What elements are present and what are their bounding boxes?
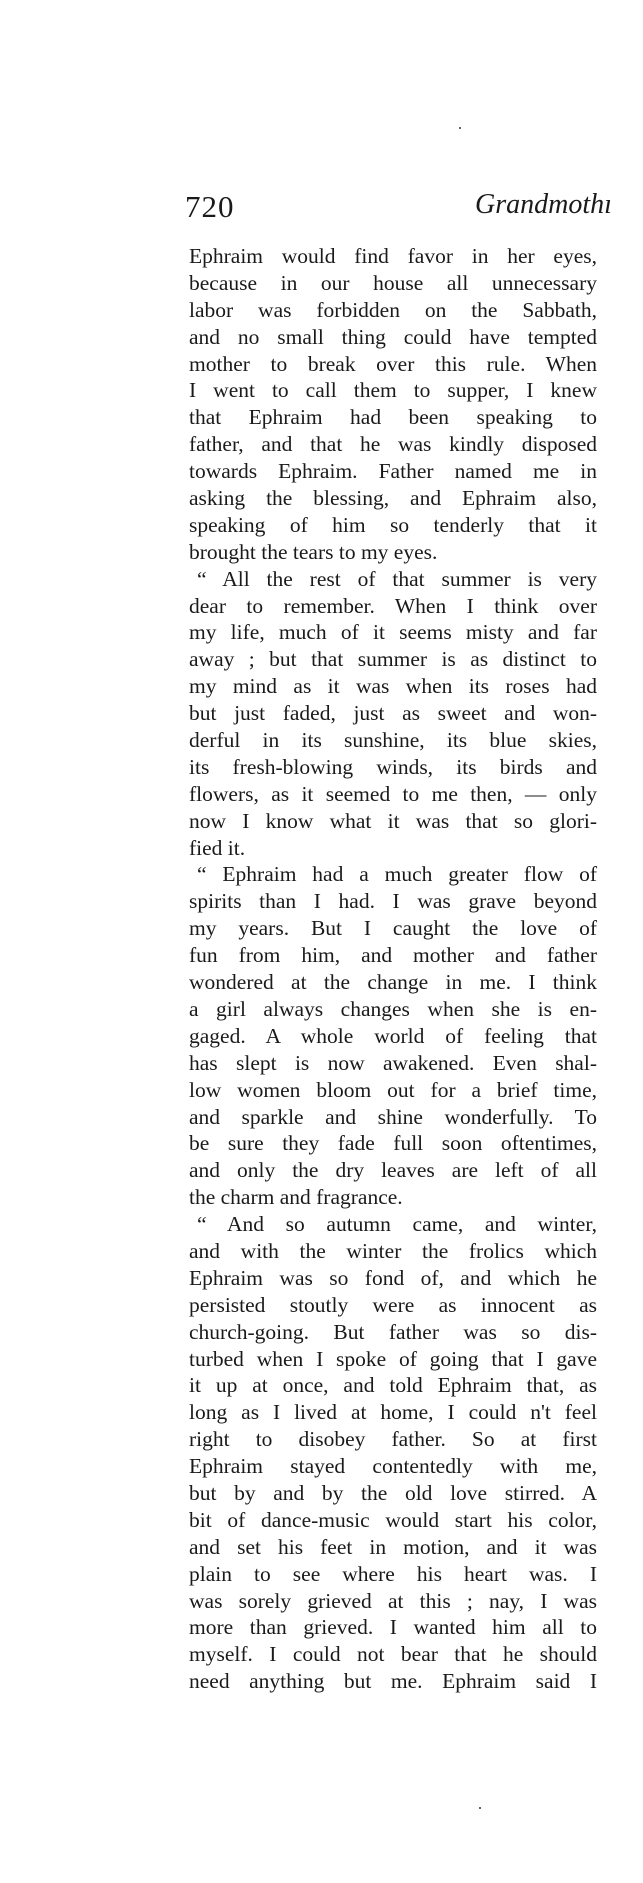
text-line: church-going. But father was so dis- xyxy=(189,1319,597,1344)
text-line: need anything but me. Ephraim said I xyxy=(189,1669,597,1694)
body-text xyxy=(189,243,597,1695)
text-line: away ; but that summer is as distinct to xyxy=(189,647,597,672)
text-line: speaking of him so tenderly that it xyxy=(189,512,597,537)
text-line: I went to call them to supper, I knew xyxy=(189,378,597,403)
text-line: my mind as it was when its roses had xyxy=(189,674,597,699)
text-line: that Ephraim had been speaking to xyxy=(189,405,597,430)
text-line: but just faded, just as sweet and won- xyxy=(189,701,597,726)
text-line: fied it. xyxy=(189,835,246,860)
text-line: and with the winter the frolics which xyxy=(189,1238,597,1263)
text-line: because in our house all unnecessary xyxy=(189,270,597,295)
text-line: towards Ephraim. Father named me in xyxy=(189,459,597,484)
text-line: myself. I could not bear that he should xyxy=(189,1642,597,1667)
text-line: be sure they fade full soon oftentimes, xyxy=(189,1131,597,1156)
text-line: asking the blessing, and Ephraim also, xyxy=(189,486,597,511)
text-line: “ All the rest of that summer is very xyxy=(197,566,597,591)
text-line: its fresh-blowing winds, its birds and xyxy=(189,754,597,779)
text-line: persisted stoutly were as innocent as xyxy=(189,1292,597,1317)
text-line: long as I lived at home, I could n't feel xyxy=(189,1400,597,1425)
text-line: bit of dance-music would start his color, xyxy=(189,1507,597,1532)
text-line: and only the dry leaves are left of all xyxy=(189,1158,597,1183)
text-line: gaged. A whole world of feeling that xyxy=(189,1023,597,1048)
text-line: plain to see where his heart was. I xyxy=(189,1561,597,1586)
text-line: turbed when I spoke of going that I gave xyxy=(189,1346,597,1371)
text-line: my years. But I caught the love of xyxy=(189,916,597,941)
text-line: dear to remember. When I think over xyxy=(189,593,597,618)
text-line: fun from him, and mother and father xyxy=(189,943,597,968)
text-line: father, and that he was kindly disposed xyxy=(189,432,597,457)
text-line: derful in its sunshine, its blue skies, xyxy=(189,728,597,753)
text-line: brought the tears to my eyes. xyxy=(189,539,438,564)
page-number: 720 xyxy=(185,189,235,224)
text-line: flowers, as it seemed to me then, — only xyxy=(189,781,597,806)
text-line: “ Ephraim had a much greater flow of xyxy=(197,862,597,887)
text-line: the charm and fragrance. xyxy=(189,1185,403,1210)
text-line: a girl always changes when she is en- xyxy=(189,996,597,1021)
text-line: and sparkle and shine wonderfully. To xyxy=(189,1104,597,1129)
running-title: Grandmothı xyxy=(475,189,612,220)
text-line: labor was forbidden on the Sabbath, xyxy=(189,297,597,322)
text-line: has slept is now awakened. Even shal- xyxy=(189,1050,597,1075)
text-line: and no small thing could have tempted xyxy=(189,324,597,349)
text-line: mother to break over this rule. When xyxy=(189,351,597,376)
text-line: and set his feet in motion, and it was xyxy=(189,1534,597,1559)
text-line: spirits than I had. I was grave beyond xyxy=(189,889,597,914)
text-line: but by and by the old love stirred. A xyxy=(189,1480,597,1505)
text-line: “ And so autumn came, and winter, xyxy=(197,1212,597,1237)
text-line: Ephraim was so fond of, and which he xyxy=(189,1265,597,1290)
text-line: right to disobey father. So at first xyxy=(189,1427,597,1452)
text-line: my life, much of it seems misty and far xyxy=(189,620,597,645)
print-speck xyxy=(459,127,461,129)
text-line: low women bloom out for a brief time, xyxy=(189,1077,597,1102)
text-line: Ephraim would find favor in her eyes, xyxy=(189,244,597,268)
print-speck xyxy=(479,1807,481,1809)
text-line: Ephraim stayed contentedly with me, xyxy=(189,1454,597,1479)
text-line: it up at once, and told Ephraim that, as xyxy=(189,1373,597,1398)
text-line: was sorely grieved at this ; nay, I was xyxy=(189,1588,597,1613)
text-line: wondered at the change in me. I think xyxy=(189,970,597,995)
text-line: now I know what it was that so glori- xyxy=(189,808,597,833)
text-line: more than grieved. I wanted him all to xyxy=(189,1615,597,1640)
